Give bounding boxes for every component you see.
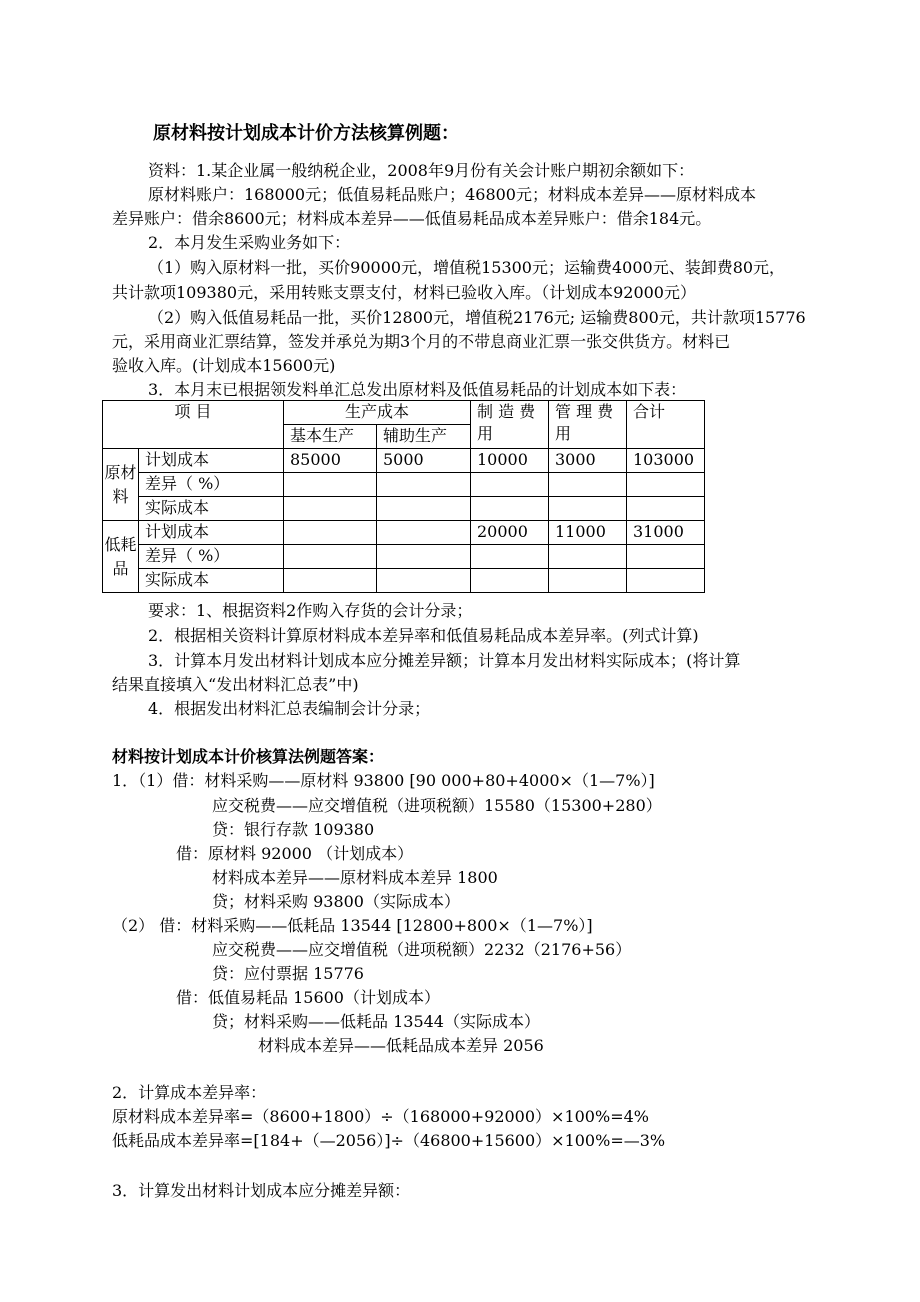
answer-line: 贷；材料采购——低耗品 13544（实际成本） (212, 1012, 540, 1031)
answer-line: 材料成本差异——原材料成本差异 1800 (212, 868, 498, 887)
row-label-diff: 差异（ %） (139, 473, 284, 497)
answer-line: 借：原材料 92000 （计划成本） (176, 844, 414, 863)
cell (471, 497, 549, 521)
cell (377, 497, 471, 521)
requirement-1: 要求：1、根据资料2作购入存货的会计分录； (148, 601, 473, 620)
cell (284, 497, 377, 521)
row-label-actual: 实际成本 (139, 569, 284, 593)
answer-line: 应交税费——应交增值税（进项税额）15580（15300+280） (212, 796, 662, 815)
answer-line: 原材料成本差异率=（8600+1800）÷（168000+92000）×100%=4% (112, 1107, 649, 1126)
intro-line-1: 资料：1.某企业属一般纳税企业，2008年9月份有关会计账户期初余额如下： (148, 161, 695, 180)
answer-line: 低耗品成本差异率=[184+（—2056）]÷（46800+15600）×100%=—3% (112, 1131, 666, 1150)
group-raw-material: 原材料 (103, 449, 139, 521)
header-production-cost: 生产成本 (284, 401, 471, 425)
requirement-3: 3．计算本月发出材料计划成本应分摊差异额；计算本月发出材料实际成本；(将计算 (148, 651, 741, 670)
answer-line: 1．（1）借：材料采购——原材料 93800 [90 000+80+4000×（1—7%）] (112, 771, 655, 790)
header-item: 项 目 (103, 401, 284, 449)
cell (377, 545, 471, 569)
requirement-4: 4．根据发出材料汇总表编制会计分录； (148, 699, 431, 718)
intro-line-8: 元，采用商业汇票结算，签发并承兑为期3个月的不带息商业汇票一张交供货方。材料已 (112, 332, 731, 351)
intro-line-2: 原材料账户：168000元；低值易耗品账户；46800元；材料成本差异——原材料成本 (148, 185, 756, 204)
requirement-2: 2．根据相关资料计算原材料成本差异率和低值易耗品成本差异率。(列式计算) (148, 626, 699, 645)
answer-line: （2） 借：材料采购——低耗品 13544 [12800+800×（1—7%）] (112, 916, 593, 935)
cell (549, 497, 627, 521)
cell: 31000 (627, 521, 705, 545)
intro-line-9: 验收入库。(计划成本15600元) (112, 356, 336, 375)
cell (377, 473, 471, 497)
header-basic-production: 基本生产 (284, 425, 377, 449)
cell (627, 545, 705, 569)
cell (471, 473, 549, 497)
cell: 3000 (549, 449, 627, 473)
cell (627, 497, 705, 521)
cell: 20000 (471, 521, 549, 545)
cell: 5000 (377, 449, 471, 473)
cell: 103000 (627, 449, 705, 473)
material-summary-table (102, 400, 705, 593)
cell (549, 569, 627, 593)
cell (627, 473, 705, 497)
cell (284, 473, 377, 497)
intro-line-3: 差异账户：借余8600元；材料成本差异——低值易耗品成本差异账户：借余184元。 (112, 209, 712, 228)
cell (284, 521, 377, 545)
cell (377, 569, 471, 593)
row-label-plan: 计划成本 (139, 521, 284, 545)
page-title: 原材料按计划成本计价方法核算例题： (153, 123, 459, 144)
row-label-actual: 实际成本 (139, 497, 284, 521)
answer-line: 应交税费——应交增值税（进项税额）2232（2176+56） (212, 940, 632, 959)
cell (627, 569, 705, 593)
answer-line: 贷：银行存款 109380 (212, 820, 375, 839)
intro-line-4: 2．本月发生采购业务如下： (148, 233, 351, 252)
answer-line: 贷；材料采购 93800（实际成本） (212, 892, 460, 911)
cell (549, 545, 627, 569)
group-low-value-items: 低耗品 (103, 521, 139, 593)
answer-line: 材料成本差异——低耗品成本差异 2056 (258, 1036, 544, 1055)
cell: 11000 (549, 521, 627, 545)
header-auxiliary-production: 辅助生产 (377, 425, 471, 449)
answer-line: 贷：应付票据 15776 (212, 964, 364, 983)
row-label-plan: 计划成本 (139, 449, 284, 473)
row-label-diff: 差异（ %） (139, 545, 284, 569)
cell (549, 473, 627, 497)
cell (471, 545, 549, 569)
intro-line-10: 3．本月末已根据领发料单汇总发出原材料及低值易耗品的计划成本如下表： (148, 380, 687, 399)
cell (284, 545, 377, 569)
cell (284, 569, 377, 593)
intro-line-6: 共计款项109380元，采用转账支票支付，材料已验收入库。（计划成本92000元） (112, 283, 696, 302)
cell (471, 569, 549, 593)
header-manufacturing-overhead: 制 造 费 用 (471, 401, 549, 449)
cell: 85000 (284, 449, 377, 473)
answer-title: 材料按计划成本计价核算法例题答案： (112, 747, 385, 766)
intro-line-7: （2）购入低值易耗品一批，买价12800元，增值税2176元; 运输费800元，共计款项15776 (148, 308, 806, 327)
header-total: 合计 (627, 401, 705, 449)
answer-line: 借：低值易耗品 15600（计划成本） (176, 988, 440, 1007)
answer-section-2-title: 2．计算成本差异率： (112, 1083, 267, 1102)
cell: 10000 (471, 449, 549, 473)
header-admin-expense: 管 理 费 用 (549, 401, 627, 449)
answer-section-3-title: 3．计算发出材料计划成本应分摊差异额： (112, 1181, 411, 1200)
cell (377, 521, 471, 545)
requirement-3-cont: 结果直接填入“发出材料汇总表”中) (112, 675, 359, 694)
intro-line-5: （1）购入原材料一批，买价90000元，增值税15300元；运输费4000元、装卸费80元， (148, 258, 786, 277)
